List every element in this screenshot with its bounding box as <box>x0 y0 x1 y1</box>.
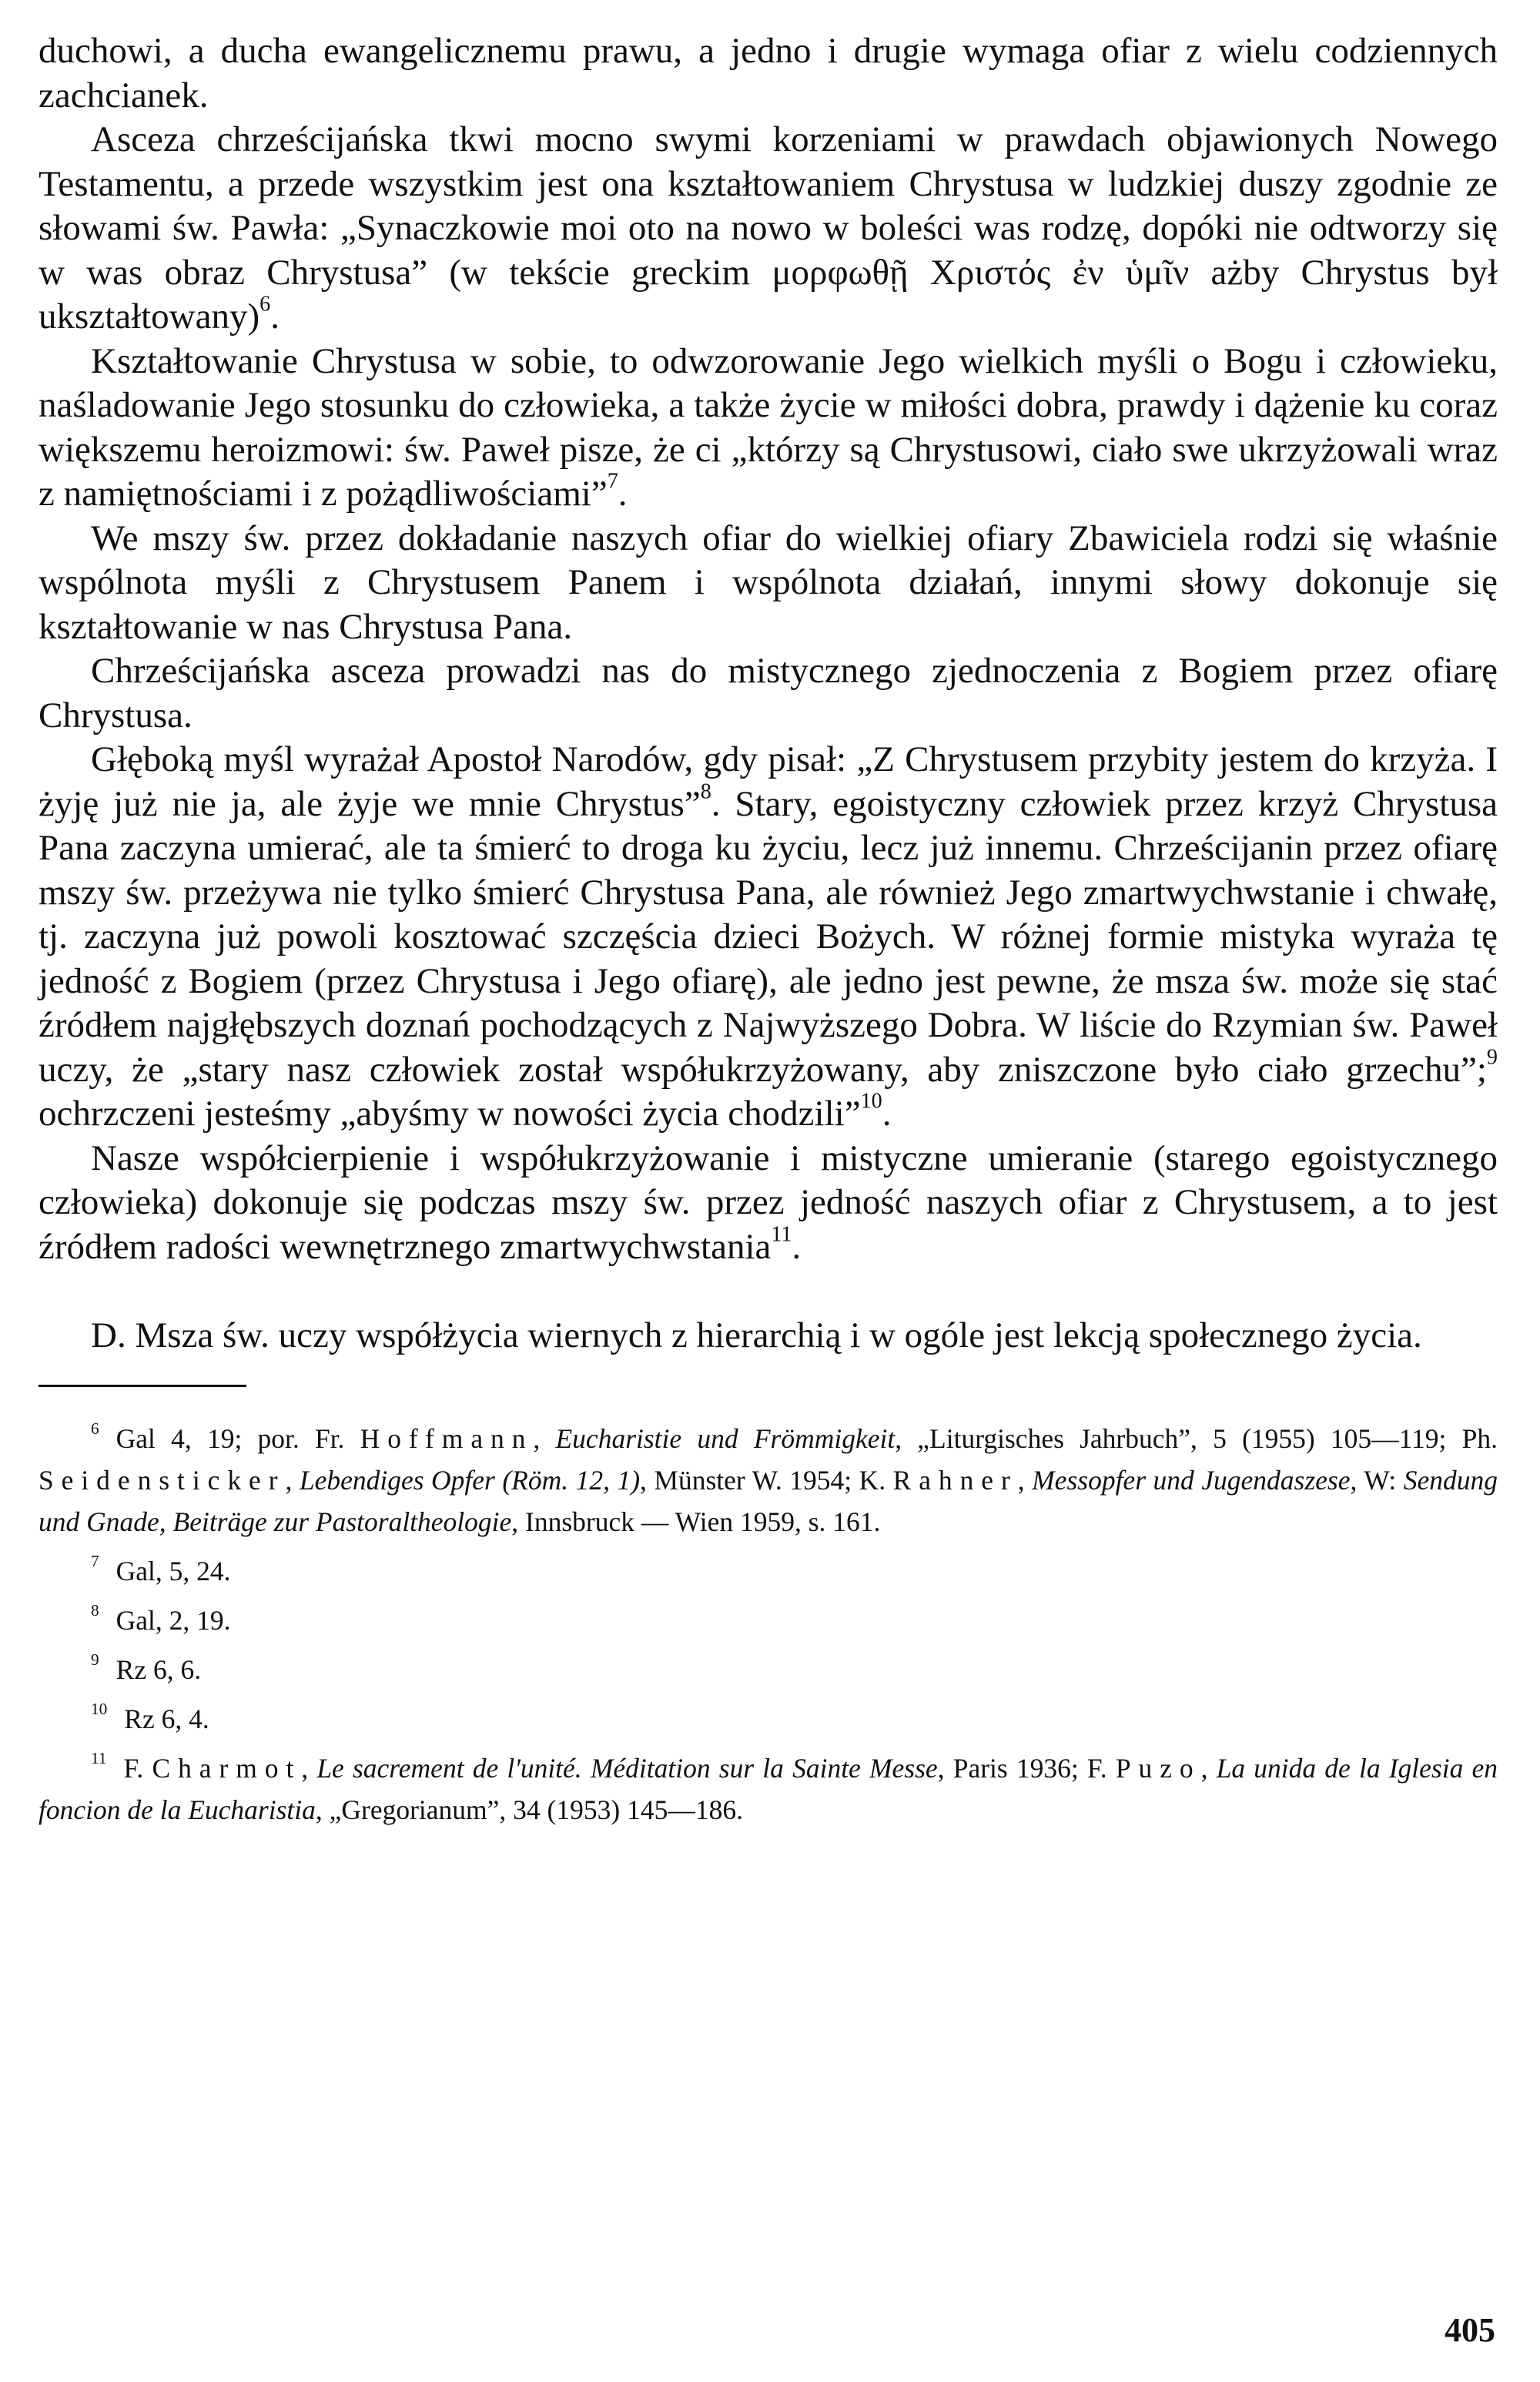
paragraph-text: Nasze współcierpienie i współukrzyżowanie i mistyczne umieranie (starego egoistycznego człowieka) dokonuje się podczas mszy św. przez jedność naszych ofiar z Chrystusem, a to jest źródłem radości wewnętrznego zmartwychwstania <box>38 1137 1498 1267</box>
footnote-11 <box>38 1747 1498 1831</box>
work-title: Messopfer und Jugendaszese <box>1032 1464 1351 1496</box>
footnote-text: , Münster W. 1954; K. <box>640 1464 893 1496</box>
punctuation: . <box>792 1226 802 1267</box>
paragraph-text: We mszy św. przez dokładanie naszych ofiar do wielkiej ofiary Zbawiciela rodzi się właśnie wspólnota myśli z Chrystusem Panem i wspólnota działań, innymi słowy dokonuje się kształtowanie w nas Chrystusa Pana. <box>38 518 1498 647</box>
footnote-text: , <box>301 1752 317 1784</box>
footnote-text: Gal, 2, 19. <box>116 1604 231 1636</box>
author-name: Seidensticker <box>38 1464 286 1496</box>
footnote-number: 8 <box>91 1601 99 1620</box>
footnote-text: , Innsbruck — Wien 1959, s. 161. <box>511 1506 881 1537</box>
footnote-text: Gal, 5, 24. <box>116 1555 231 1586</box>
work-title: Le sacrement de l'unité. Méditation sur la Sainte Messe <box>316 1752 938 1784</box>
footnote-10 <box>38 1698 1498 1740</box>
punctuation: . <box>618 474 628 514</box>
paragraph-asceticism <box>38 118 1498 340</box>
section-text: D. Msza św. uczy współżycia wiernych z hierarchią i w ogóle jest lekcją społecznego życia. <box>91 1315 1422 1355</box>
paragraph-text: Kształtowanie Chrystusa w sobie, to odwzorowanie Jego wielkich myśli o Bogu i człowieku, naśladowanie Jego stosunku do człowieka, a także życie w miłości dobra, prawdy i dążenie ku coraz większemu heroizmowi: św. Paweł pisze, że ci „którzy są Chrystusowi, ciało swe ukrzyżowali wraz z namiętnościami i z pożądliwościami” <box>38 340 1498 514</box>
footnote-9 <box>38 1649 1498 1690</box>
footnote-8 <box>38 1600 1498 1641</box>
footnote-ref[interactable]: 6 <box>259 292 271 317</box>
author-name: Charmot <box>152 1752 302 1784</box>
footnote-text: Rz 6, 6. <box>116 1653 202 1685</box>
author-name: Rahner <box>892 1464 1018 1496</box>
paragraph-mass <box>38 517 1498 650</box>
work-title: Sendung und Gnade, Beiträge zur Pastoraltheologie <box>38 1464 1498 1537</box>
footnote-text: , <box>1017 1464 1033 1496</box>
footnote-divider <box>38 1385 246 1387</box>
footnote-number: 7 <box>91 1552 99 1571</box>
footnote-text: , Paris 1936; F. <box>937 1752 1116 1784</box>
paragraph-shaping <box>38 340 1498 517</box>
page-number: 405 <box>1445 2311 1495 2349</box>
footnote-number: 6 <box>91 1419 99 1439</box>
paragraph-text: duchowi, a ducha ewangelicznemu prawu, a jedno i drugie wymaga ofiar z wielu codziennych zachcianek. <box>38 31 1498 116</box>
paragraph-continuation <box>38 29 1498 118</box>
footnote-7 <box>38 1550 1498 1592</box>
footnote-text: F. <box>123 1752 152 1784</box>
punctuation: . <box>882 1094 892 1134</box>
footnote-number: 9 <box>91 1650 99 1670</box>
footnote-text: , <box>1200 1752 1217 1784</box>
footnote-ref[interactable]: 7 <box>607 469 618 494</box>
work-title: Lebendiges Opfer (Röm. 12, 1) <box>299 1464 641 1496</box>
author-name: Puzo <box>1115 1752 1201 1784</box>
author-name: Hoffmann <box>360 1422 534 1454</box>
footnote-ref[interactable]: 9 <box>1486 1044 1498 1069</box>
footnote-text: Gal 4, 19; por. Fr. <box>116 1422 360 1454</box>
paragraph-cosuffering <box>38 1137 1498 1270</box>
footnote-text: , <box>285 1464 300 1496</box>
work-title: Eucharistie und Frömmigkeit <box>555 1422 896 1454</box>
footnote-ref[interactable]: 11 <box>771 1221 792 1246</box>
footnote-text: Rz 6, 4. <box>124 1703 209 1734</box>
section-heading-d <box>38 1314 1498 1359</box>
footnote-text: , W: <box>1350 1464 1404 1496</box>
footnote-6 <box>38 1418 1498 1543</box>
footnote-number: 11 <box>91 1749 107 1768</box>
paragraph-union <box>38 649 1498 738</box>
footnote-ref[interactable]: 10 <box>860 1089 882 1114</box>
paragraph-text: Asceza chrześcijańska tkwi mocno swymi korzeniami w prawdach objawionych Nowego Testamentu, a przede wszystkim jest ona kształtowaniem Chrystusa w ludzkiej duszy zgodnie ze słowami św. Pawła: „Synaczkowie moi oto na nowo w boleści was rodzę, dopóki nie odtworzy się w was obraz Chrystusa” (w tekście greckim μορφωθῇ Χριστός ἐν ὑμῖν ażby Chrystus był ukształtowany) <box>38 119 1498 337</box>
paragraph-text: Głęboką myśl wyrażał Apostoł Narodów, gdy pisał: „Z Chrystusem przybity jestem do krzyża. I żyję już nie ja, ale żyje we mnie Chrystus” <box>38 739 1498 824</box>
footnote-number: 10 <box>91 1700 108 1719</box>
paragraph-text: ochrzczeni jesteśmy „abyśmy w nowości życia chodzili” <box>38 1094 861 1134</box>
footnote-text: , „Liturgisches Jahrbuch”, 5 (1955) 105—119; Ph. <box>895 1422 1498 1454</box>
paragraph-text: Chrześcijańska asceza prowadzi nas do mistycznego zjednoczenia z Bogiem przez ofiarę Chrystusa. <box>38 651 1498 735</box>
footnote-text: , <box>533 1422 556 1454</box>
work-title: La unida de la Iglesia en foncion de la Eucharistia <box>38 1752 1498 1825</box>
paragraph-text: . Stary, egoistyczny człowiek przez krzyż Chrystusa Pana zaczyna umierać, ale ta śmierć to droga ku życiu, lecz już innemu. Chrześcijanin przez ofiarę mszy św. przeżywa nie tylko śmierć Chrystusa Pana, ale również Jego zmartwychwstanie i chwałę, tj. zaczyna już powoli kosztować szczęścia dzieci Bożych. W różnej formie mistyka wyraża tę jedność z Bogiem (przez Chrystusa i Jego ofiarę), ale jedno jest pewne, że msza św. może się stać źródłem najgłębszych doznań pochodzących z Najwyższego Dobra. W liście do Rzymian św. Paweł uczy, że „stary nasz człowiek został współukrzyżowany, aby zniszczone było ciało grzechu”; <box>38 783 1498 1090</box>
page-content <box>38 29 1498 1838</box>
paragraph-apostle <box>38 738 1498 1137</box>
punctuation: . <box>270 296 280 337</box>
footnote-ref[interactable]: 8 <box>700 779 711 803</box>
footnote-text: , „Gregorianum”, 34 (1953) 145—186. <box>315 1794 743 1825</box>
